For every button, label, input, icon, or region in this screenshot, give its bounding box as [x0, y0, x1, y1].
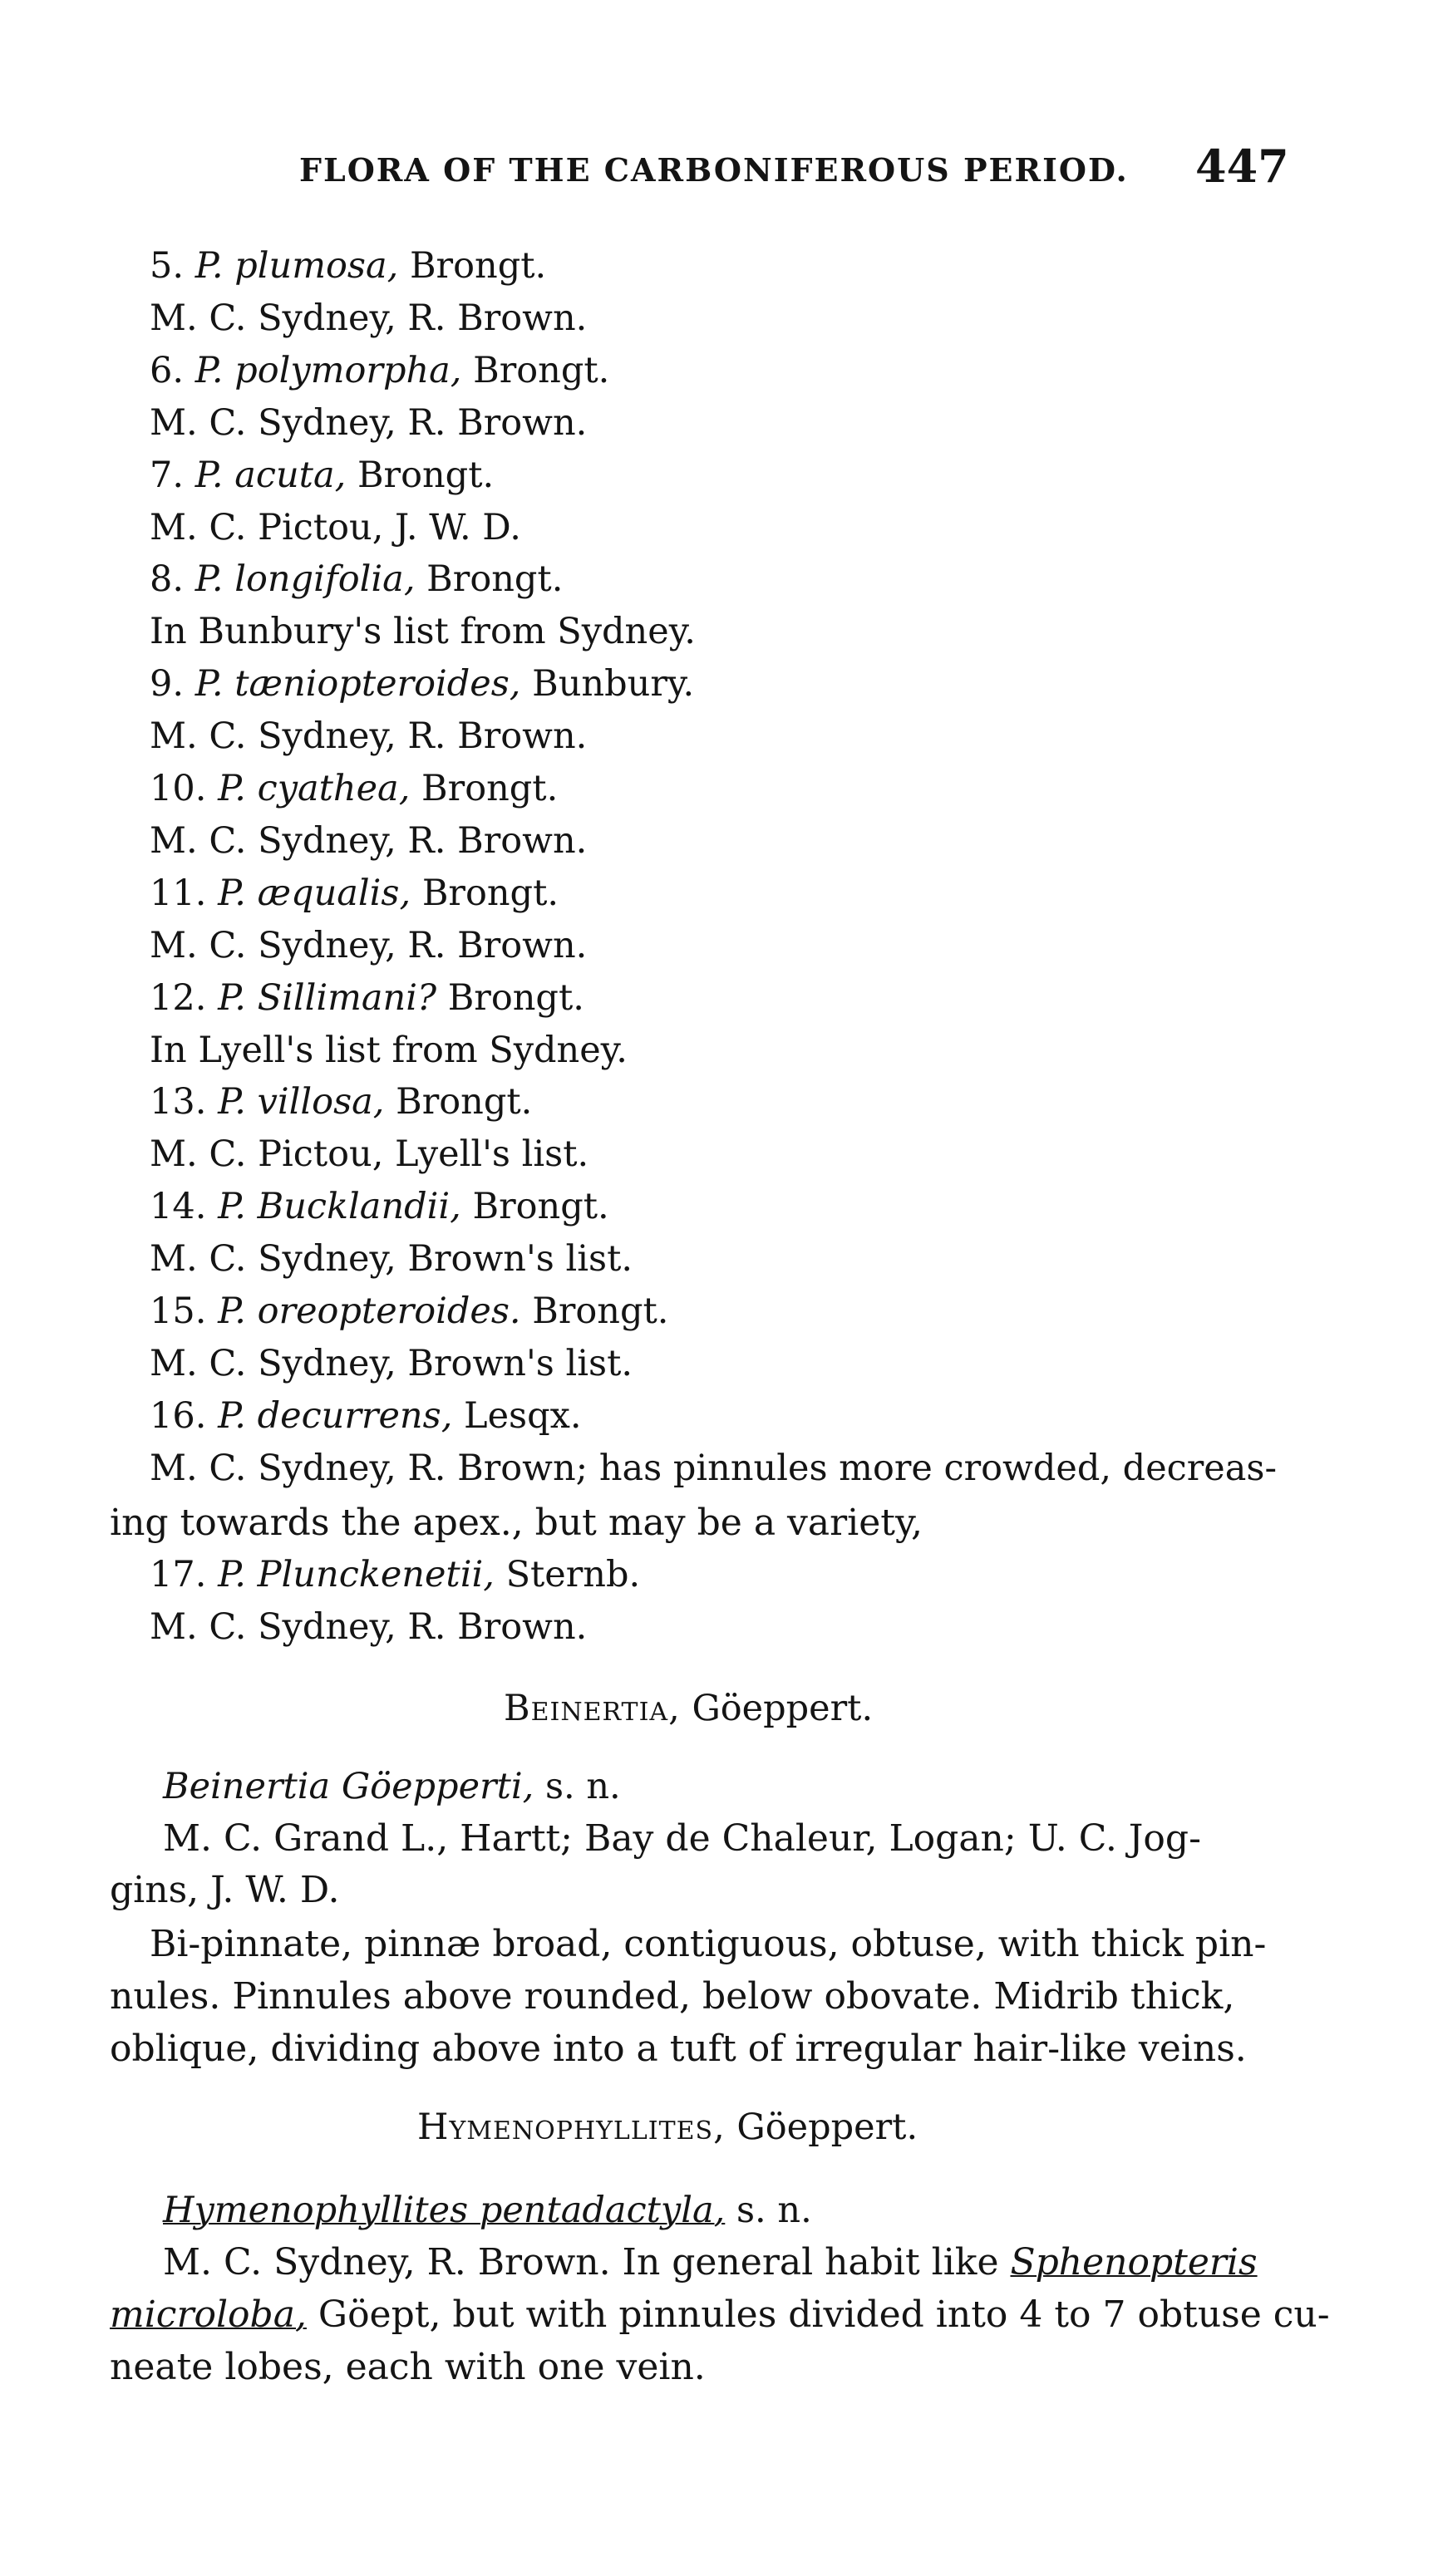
species-note: s. n. [544, 1766, 621, 1807]
species-entry-9 [150, 659, 694, 709]
species-locality-12: In Lyell's list from Sydney. [150, 1029, 628, 1071]
species-entry-11 [150, 868, 559, 918]
author: Brongt. [532, 1290, 669, 1332]
beinertia-description-line-2: nules. Pinnules above rounded, below obovate. Midrib thick, [110, 1975, 1235, 2018]
species-entry-8 [150, 554, 563, 604]
description-text: Göept, but with pinnules divided into 4 to 7 obtuse cu- [318, 2293, 1330, 2336]
species-name: Plunckenetii, [257, 1554, 495, 1595]
genus-abbrev: P. [195, 245, 224, 287]
author: Brongt. [396, 1081, 533, 1123]
author: Brongt. [447, 976, 584, 1019]
species-name: acuta, [234, 454, 347, 496]
genus-abbrev: P. [195, 558, 224, 601]
species-locality-15: M. C. Sydney, Brown's list. [150, 1342, 633, 1384]
genus-author: Göeppert. [692, 1688, 874, 1729]
genus-abbrev: P. [218, 872, 246, 914]
species-reference: Sphenopteris [1010, 2241, 1258, 2283]
species-name: Bucklandii, [257, 1186, 461, 1228]
species-locality-11: M. C. Sydney, R. Brown. [150, 924, 588, 966]
species-name: villosa, [257, 1081, 385, 1123]
genus-abbrev: P. [218, 1081, 246, 1123]
entry-16-continuation: ing towards the apex., but may be a variety, [110, 1502, 923, 1544]
author: Sternb. [505, 1554, 641, 1595]
species-entry-16 [150, 1391, 582, 1441]
genus-abbrev: P. [218, 1290, 246, 1332]
author: Lesqx. [464, 1394, 582, 1437]
species-entry-12 [150, 973, 584, 1023]
author: Brongt. [421, 768, 559, 809]
species-locality-5: M. C. Sydney, R. Brown. [150, 297, 588, 339]
genus-abbrev: P. [218, 1186, 246, 1228]
entry-number: 9. [150, 663, 185, 705]
entry-number: 14. [150, 1186, 207, 1228]
hymenophyllites-description-line-2 [110, 2290, 1330, 2340]
species-entry-15 [150, 1286, 668, 1336]
page-header [0, 133, 1433, 199]
section-heading-hymenophyllites [417, 2102, 918, 2152]
genus-heading: Hymenophyllites, [417, 2107, 726, 2148]
genus-abbrev: P. [218, 1554, 246, 1595]
genus-author: Göeppert. [736, 2107, 918, 2148]
species-locality-10: M. C. Sydney, R. Brown. [150, 819, 588, 862]
beinertia-species [163, 1762, 621, 1812]
entry-number: 15. [150, 1290, 207, 1332]
genus-abbrev: P. [195, 454, 224, 496]
species-locality-17: M. C. Sydney, R. Brown. [150, 1606, 588, 1648]
species-entry-17 [150, 1550, 640, 1600]
species-name: plumosa, [234, 245, 399, 287]
species-locality-9: M. C. Sydney, R. Brown. [150, 715, 588, 758]
species-locality-16: M. C. Sydney, R. Brown; has pinnules more crowded, decreas- [150, 1447, 1277, 1489]
entry-number: 10. [150, 768, 207, 809]
entry-number: 11. [150, 872, 207, 914]
genus-heading: Beinertia, [504, 1688, 681, 1729]
hymenophyllites-description-line-1 [163, 2238, 1258, 2288]
author: Brongt. [473, 349, 610, 391]
hymenophyllites-species [163, 2185, 812, 2235]
author: Brongt. [409, 245, 547, 287]
species-name: Sillimani? [257, 976, 437, 1019]
author: Brongt. [426, 558, 564, 601]
beinertia-description-line-3: oblique, dividing above into a tuft of irregular hair-like veins. [110, 2028, 1247, 2070]
species-name: oreopteroides. [257, 1290, 521, 1332]
entry-number: 16. [150, 1394, 207, 1437]
species-locality-8: In Bunbury's list from Sydney. [150, 611, 696, 653]
genus-abbrev: P. [195, 663, 224, 705]
genus-abbrev: P. [218, 768, 246, 809]
page-number: 447 [1195, 140, 1289, 193]
species-entry-14 [150, 1182, 609, 1231]
author: Brongt. [421, 872, 559, 914]
species-locality-6: M. C. Sydney, R. Brown. [150, 401, 588, 444]
species-locality-13: M. C. Pictou, Lyell's list. [150, 1133, 589, 1176]
author: Bunbury. [532, 663, 695, 705]
species-name: æqualis, [257, 872, 411, 914]
entry-number: 7. [150, 454, 185, 496]
species-locality-14: M. C. Sydney, Brown's list. [150, 1238, 633, 1281]
species-name: polymorpha, [234, 349, 462, 391]
running-title: FLORA OF THE CARBONIFEROUS PERIOD. [299, 151, 1129, 189]
beinertia-description-line-1: Bi-pinnate, pinnæ broad, contiguous, obtuse, with thick pin- [150, 1923, 1267, 1965]
genus-abbrev: P. [218, 976, 246, 1019]
entry-number: 12. [150, 976, 207, 1019]
species-reference: microloba, [110, 2293, 307, 2336]
entry-number: 13. [150, 1081, 207, 1123]
entry-number: 6. [150, 349, 185, 391]
genus-abbrev: P. [195, 349, 224, 391]
beinertia-locality-line-1: M. C. Grand L., Hartt; Bay de Chaleur, Logan; U. C. Jog- [163, 1817, 1201, 1860]
species-name: cyathea, [257, 768, 411, 809]
species-name: tæniopteroides, [234, 663, 521, 705]
author: Brongt. [357, 454, 495, 496]
species-entry-7 [150, 450, 494, 500]
species-name: Hymenophyllites pentadactyla, [163, 2190, 726, 2231]
entry-number: 8. [150, 558, 185, 601]
species-name: decurrens, [257, 1394, 453, 1437]
species-name: Beinertia Göepperti, [163, 1766, 534, 1807]
description-text: M. C. Sydney, R. Brown. In general habit like [163, 2241, 999, 2283]
species-locality-7: M. C. Pictou, J. W. D. [150, 506, 521, 548]
species-note: s. n. [736, 2190, 812, 2231]
species-entry-6 [150, 346, 609, 396]
species-entry-5 [150, 241, 546, 291]
species-name: longifolia, [234, 558, 416, 601]
hymenophyllites-description-line-3: neate lobes, each with one vein. [110, 2346, 706, 2388]
species-entry-10 [150, 764, 558, 814]
genus-abbrev: P. [218, 1394, 246, 1437]
beinertia-locality-line-2: gins, J. W. D. [110, 1869, 340, 1911]
entry-number: 17. [150, 1554, 207, 1595]
section-heading-beinertia [504, 1684, 873, 1733]
author: Brongt. [472, 1186, 609, 1228]
entry-number: 5. [150, 245, 185, 287]
species-entry-13 [150, 1077, 532, 1127]
